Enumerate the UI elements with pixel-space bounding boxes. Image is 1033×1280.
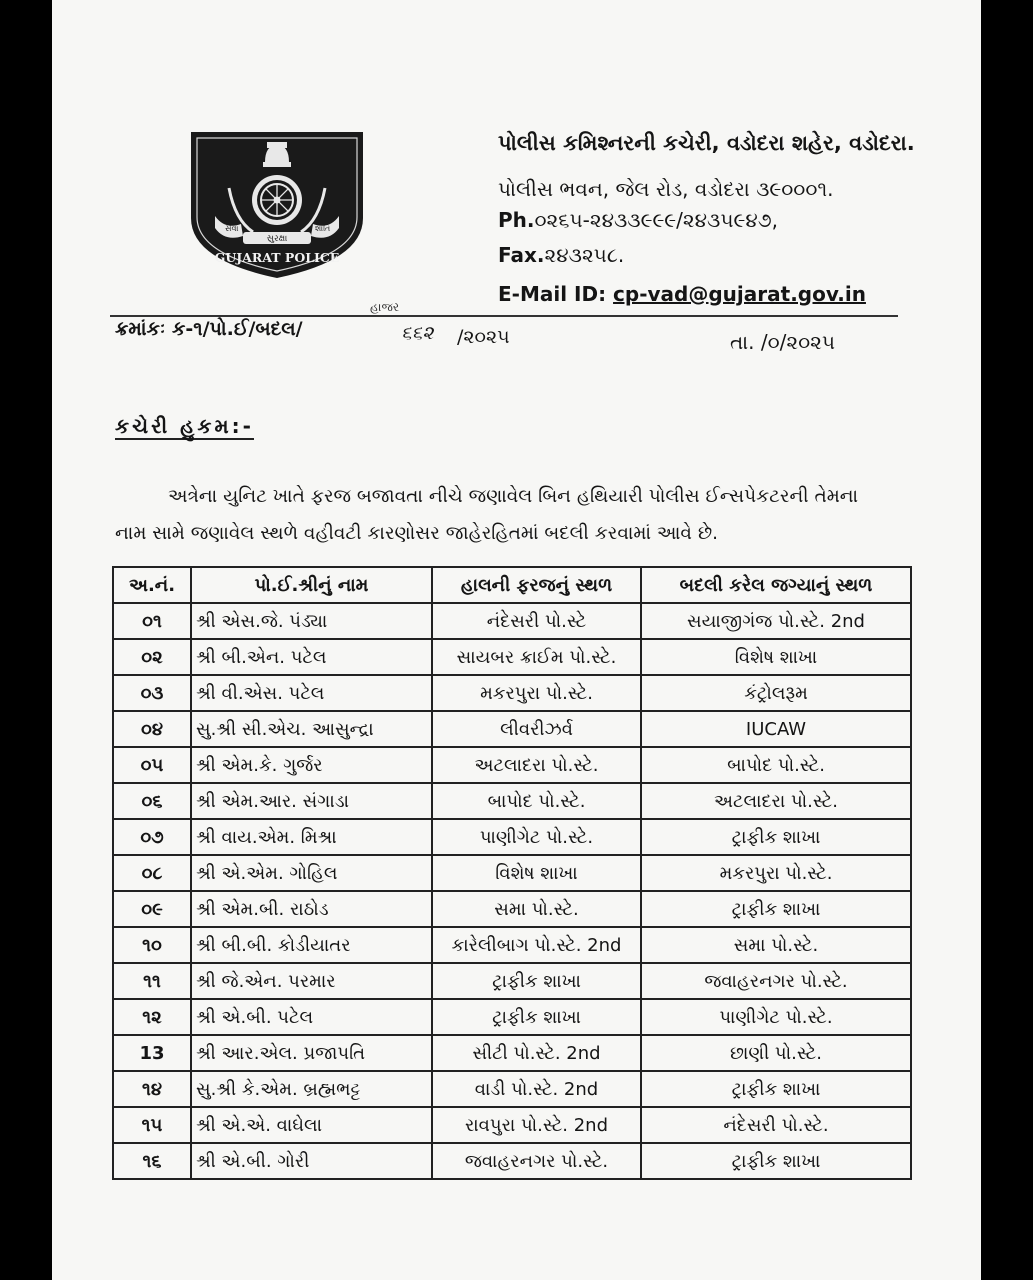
cell-transfer-posting: નંદેસરી પો.સ્ટે. xyxy=(641,1107,911,1143)
table-row xyxy=(113,783,911,819)
gujarat-police-emblem xyxy=(185,120,369,282)
cell-current-posting: લીવરીઝર્વ xyxy=(432,711,641,747)
table-row xyxy=(113,891,911,927)
email-value: cp-vad@gujarat.gov.in xyxy=(613,282,866,306)
cell-transfer-posting: કંટ્રોલરૂમ xyxy=(641,675,911,711)
cell-serial-no: ૦૩ xyxy=(113,675,191,711)
cell-serial-no: ૦૯ xyxy=(113,891,191,927)
cell-serial-no: ૦૮ xyxy=(113,855,191,891)
emblem-ribbon: સુરક્ષા xyxy=(266,234,288,244)
cell-current-posting: સીટી પો.સ્ટે. 2nd xyxy=(432,1035,641,1071)
office-email xyxy=(498,282,866,306)
chakra-icon xyxy=(252,175,302,225)
cell-officer-name: શ્રી એ.બી. ગોરી xyxy=(191,1143,432,1179)
cell-transfer-posting: સયાજીગંજ પો.સ્ટે. 2nd xyxy=(641,603,911,639)
cell-officer-name: સુ.શ્રી કે.એમ. બ્રહ્મભટ્ટ xyxy=(191,1071,432,1107)
cell-officer-name: શ્રી એ.એ. વાઘેલા xyxy=(191,1107,432,1143)
table-row xyxy=(113,711,911,747)
header-officer-name: પો.ઈ.શ્રીનું નામ xyxy=(191,567,432,603)
cell-current-posting: વિશેષ શાખા xyxy=(432,855,641,891)
cell-current-posting: સમા પો.સ્ટે. xyxy=(432,891,641,927)
table-row xyxy=(113,819,911,855)
header-serial-no: અ.નં. xyxy=(113,567,191,603)
cell-current-posting: ટ્રાફીક શાખા xyxy=(432,963,641,999)
cell-officer-name: શ્રી જે.એન. પરમાર xyxy=(191,963,432,999)
cell-transfer-posting: IUCAW xyxy=(641,711,911,747)
cell-officer-name: શ્રી એમ.કે. ગુર્જર xyxy=(191,747,432,783)
reference-number: ૬૬૨ xyxy=(401,322,434,344)
phone-value: ૦૨૬૫-૨૪૩૩૯૯૯/૨૪૩૫૯૪૭, xyxy=(534,208,778,232)
cell-serial-no: ૧૦ xyxy=(113,927,191,963)
office-name: પોલીસ કમિશ્નરની કચેરી, વડોદરા શહેર, વડોદરા. xyxy=(498,131,915,155)
order-body-line-1: અત્રેના યુનિટ ખાતે ફરજ બજાવતા નીચે જણાવેલ બિન હથિયારી પોલીસ ઈન્સપેકટરની તેમના xyxy=(168,486,859,507)
cell-current-posting: બાપોદ પો.સ્ટે. xyxy=(432,783,641,819)
cell-serial-no: ૧૬ xyxy=(113,1143,191,1179)
ashoka-lion-icon xyxy=(263,142,291,167)
cell-current-posting: પાણીગેટ પો.સ્ટે. xyxy=(432,819,641,855)
cell-officer-name: શ્રી બી.બી. કોડીયાતર xyxy=(191,927,432,963)
cell-transfer-posting: પાણીગેટ પો.સ્ટે. xyxy=(641,999,911,1035)
cell-officer-name: શ્રી એ.બી. પટેલ xyxy=(191,999,432,1035)
cell-serial-no: ૦૫ xyxy=(113,747,191,783)
transfer-table xyxy=(112,566,912,1180)
cell-serial-no: ૦૧ xyxy=(113,603,191,639)
order-date: તા. /૦/૨૦૨૫ xyxy=(730,330,836,354)
cell-current-posting: કારેલીબાગ પો.સ્ટે. 2nd xyxy=(432,927,641,963)
order-title: કચેરી હુકમ:- xyxy=(115,414,254,438)
cell-officer-name: શ્રી એસ.જે. પંડ્યા xyxy=(191,603,432,639)
order-body-line-2: નામ સામે જણાવેલ સ્થળે વહીવટી કારણોસર જાહેરહિતમાં બદલી કરવામાં આવે છે. xyxy=(115,523,719,544)
cell-officer-name: શ્રી વી.એસ. પટેલ xyxy=(191,675,432,711)
email-label: E-Mail ID: xyxy=(498,282,607,306)
cell-serial-no: ૧૪ xyxy=(113,1071,191,1107)
cell-officer-name: શ્રી એમ.આર. સંગાડા xyxy=(191,783,432,819)
cell-serial-no: ૦૨ xyxy=(113,639,191,675)
cell-current-posting: ટ્રાફીક શાખા xyxy=(432,999,641,1035)
cell-transfer-posting: સમા પો.સ્ટે. xyxy=(641,927,911,963)
cell-officer-name: શ્રી બી.એન. પટેલ xyxy=(191,639,432,675)
cell-transfer-posting: ટ્રાફીક શાખા xyxy=(641,1143,911,1179)
header-transfer-posting: બદલી કરેલ જગ્યાનું સ્થળ xyxy=(641,567,911,603)
reference-divider xyxy=(110,315,898,317)
cell-transfer-posting: છાણી પો.સ્ટે. xyxy=(641,1035,911,1071)
cell-serial-no: ૦૭ xyxy=(113,819,191,855)
reference-prefix: ક્રમાંકઃ ક-૧/પો.ઈ/બદલ/ xyxy=(115,318,303,340)
cell-transfer-posting: વિશેષ શાખા xyxy=(641,639,911,675)
cell-transfer-posting: મકરપુરા પો.સ્ટે. xyxy=(641,855,911,891)
cell-officer-name: સુ.શ્રી સી.એચ. આસુન્દ્રા xyxy=(191,711,432,747)
emblem-motto-right: શાંતિ xyxy=(315,224,331,233)
table-row xyxy=(113,999,911,1035)
document-page xyxy=(52,0,981,1280)
fax-label: Fax. xyxy=(498,243,545,267)
cell-transfer-posting: ટ્રાફીક શાખા xyxy=(641,1071,911,1107)
cell-transfer-posting: અટલાદરા પો.સ્ટે. xyxy=(641,783,911,819)
table-row xyxy=(113,855,911,891)
table-header-row xyxy=(113,567,911,603)
cell-transfer-posting: ટ્રાફીક શાખા xyxy=(641,891,911,927)
table-row xyxy=(113,1035,911,1071)
table-row xyxy=(113,963,911,999)
cell-serial-no: ૧૫ xyxy=(113,1107,191,1143)
cell-officer-name: શ્રી આર.એલ. પ્રજાપતિ xyxy=(191,1035,432,1071)
cell-serial-no: 13 xyxy=(113,1035,191,1071)
table-row xyxy=(113,675,911,711)
cell-serial-no: ૦૬ xyxy=(113,783,191,819)
cell-transfer-posting: ટ્રાફીક શાખા xyxy=(641,819,911,855)
cell-current-posting: મકરપુરા પો.સ્ટે. xyxy=(432,675,641,711)
cell-current-posting: સાયબર ક્રાઈમ પો.સ્ટે. xyxy=(432,639,641,675)
table-row xyxy=(113,1107,911,1143)
cell-serial-no: ૦૪ xyxy=(113,711,191,747)
table-row xyxy=(113,927,911,963)
cell-current-posting: રાવપુરા પો.સ્ટે. 2nd xyxy=(432,1107,641,1143)
office-fax xyxy=(498,243,624,267)
cell-transfer-posting: બાપોદ પો.સ્ટે. xyxy=(641,747,911,783)
office-phone xyxy=(498,208,778,232)
cell-current-posting: નંદેસરી પો.સ્ટે xyxy=(432,603,641,639)
emblem-caption: GUJARAT POLICE xyxy=(214,250,340,265)
table-row xyxy=(113,747,911,783)
reference-handwritten-mark: હાજર xyxy=(370,300,400,314)
phone-label: Ph. xyxy=(498,208,535,232)
reference-year: /૨૦૨૫ xyxy=(457,326,510,348)
office-address: પોલીસ ભવન, જેલ રોડ, વડોદરા ૩૯૦૦૦૧. xyxy=(498,177,834,201)
header-current-posting: હાલની ફરજનું સ્થળ xyxy=(432,567,641,603)
cell-serial-no: ૧૧ xyxy=(113,963,191,999)
cell-serial-no: ૧૨ xyxy=(113,999,191,1035)
cell-current-posting: વાડી પો.સ્ટે. 2nd xyxy=(432,1071,641,1107)
table-row xyxy=(113,603,911,639)
emblem-motto-left: સેવા xyxy=(225,224,239,233)
fax-value: ૨૪૩૨૫૮. xyxy=(544,243,625,267)
cell-current-posting: અટલાદરા પો.સ્ટે. xyxy=(432,747,641,783)
cell-officer-name: શ્રી એ.એમ. ગોહિલ xyxy=(191,855,432,891)
table-row xyxy=(113,1071,911,1107)
cell-officer-name: શ્રી વાય.એમ. મિશ્રા xyxy=(191,819,432,855)
table-row xyxy=(113,1143,911,1179)
cell-current-posting: જવાહરનગર પો.સ્ટે. xyxy=(432,1143,641,1179)
cell-officer-name: શ્રી એમ.બી. રાઠોડ xyxy=(191,891,432,927)
table-row xyxy=(113,639,911,675)
cell-transfer-posting: જવાહરનગર પો.સ્ટે. xyxy=(641,963,911,999)
